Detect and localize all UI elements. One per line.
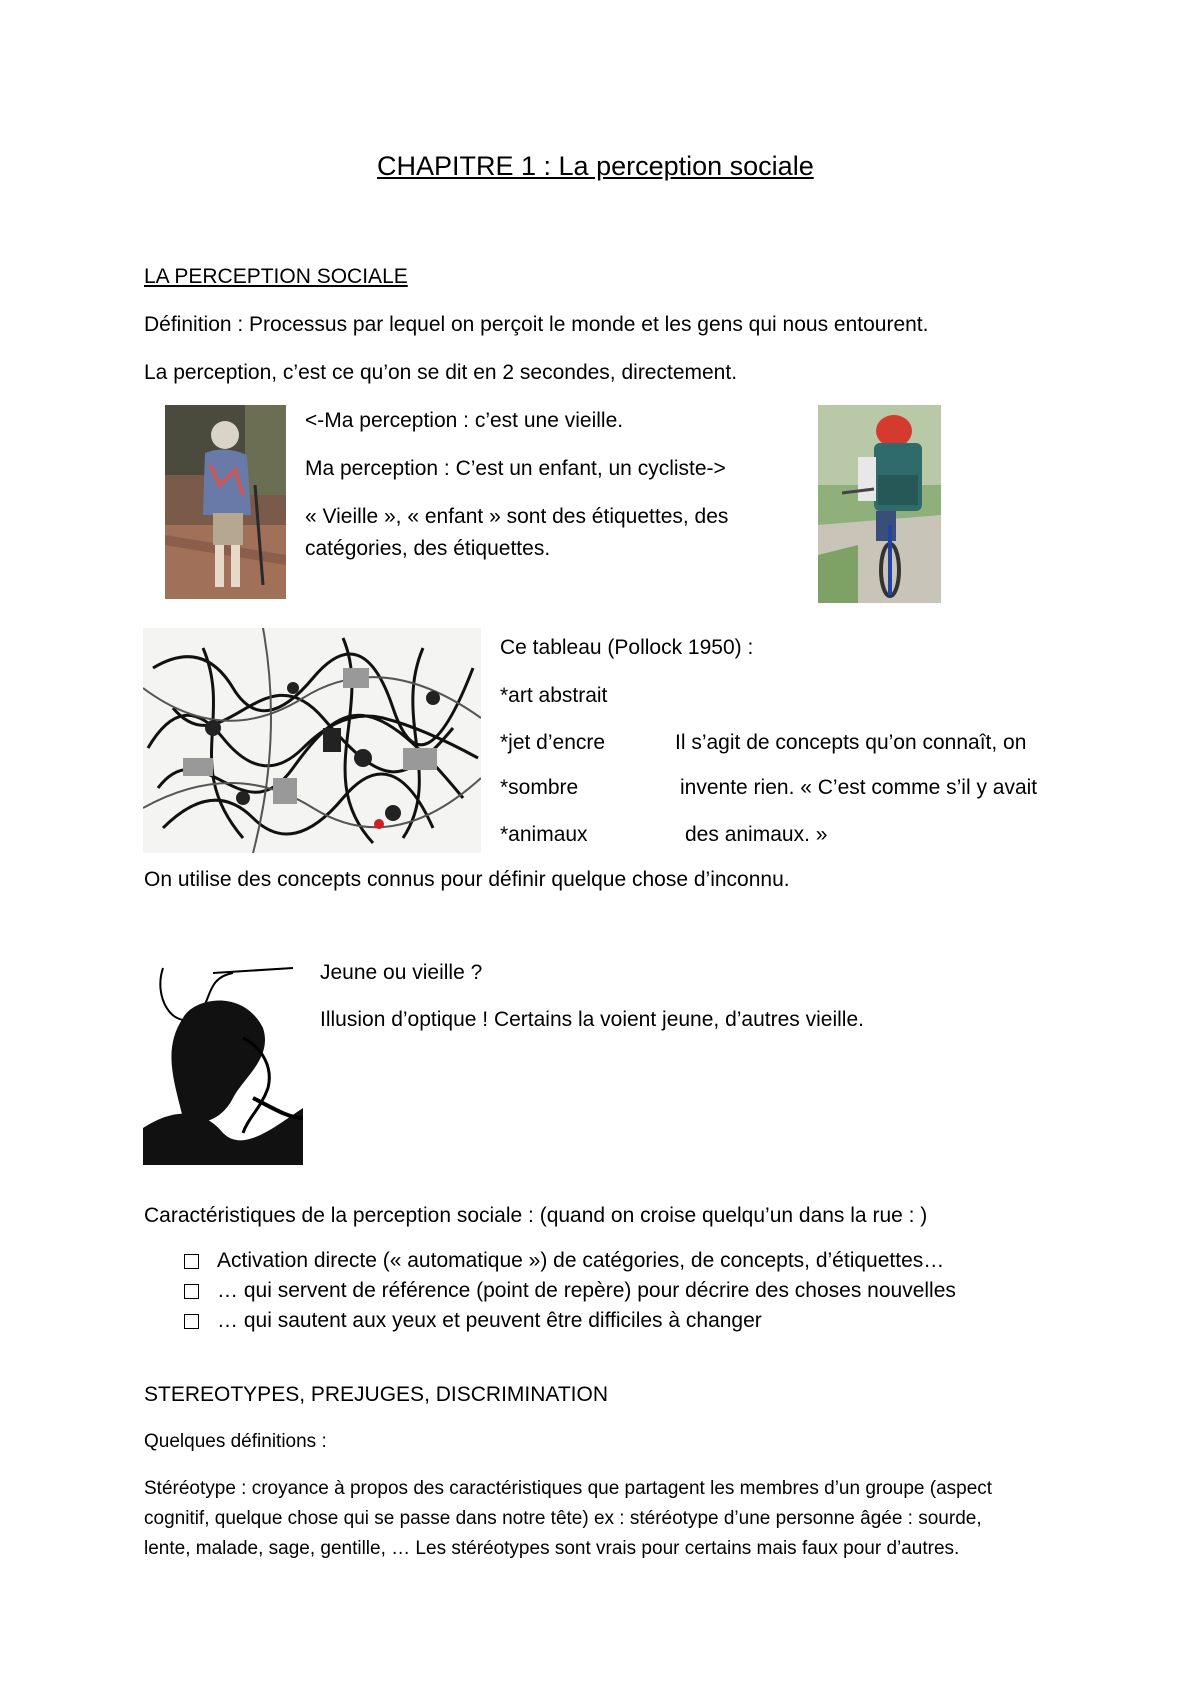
- pollock-item-animaux: *animaux: [500, 823, 588, 846]
- characteristics-heading: Caractéristiques de la perception sociale : (quand on croise quelqu’un dans la rue : ): [144, 1204, 928, 1227]
- illusion-explanation: Illusion d’optique ! Certains la voient jeune, d’autres vieille.: [320, 1008, 864, 1031]
- optical-illusion-image: [143, 958, 303, 1165]
- pollock-conclusion: On utilise des concepts connus pour définir quelque chose d’inconnu.: [144, 868, 790, 891]
- section-heading-stereotypes: STEREOTYPES, PREJUGES, DISCRIMINATION: [144, 1383, 609, 1406]
- page-title: CHAPITRE 1 : La perception sociale: [377, 151, 814, 181]
- illusion-question: Jeune ou vieille ?: [320, 961, 483, 984]
- characteristic-text: Activation directe (« automatique ») de catégories, de concepts, d’étiquettes…: [217, 1249, 945, 1272]
- checkbox-icon: [184, 1254, 199, 1269]
- pollock-intro: Ce tableau (Pollock 1950) :: [500, 636, 754, 659]
- pollock-item-sombre: *sombre: [500, 776, 579, 799]
- characteristic-text: … qui sautent aux yeux et peuvent être difficiles à changer: [217, 1309, 762, 1332]
- pollock-item-encre: *jet d’encre: [500, 731, 606, 754]
- child-cyclist-photo: [818, 405, 941, 603]
- stereotype-line1: Stéréotype : croyance à propos des caractéristiques que partagent les membres d’un groupe (aspect: [144, 1478, 993, 1499]
- pollock-note-line2: invente rien. « C’est comme s’il y avait: [680, 776, 1038, 799]
- old-woman-photo: [165, 405, 286, 599]
- definitions-subheading: Quelques définitions :: [144, 1431, 327, 1452]
- pollock-painting: [143, 628, 481, 853]
- checkbox-icon: [184, 1284, 199, 1299]
- pollock-note-line3: des animaux. »: [685, 823, 828, 846]
- stereotype-line3: lente, malade, sage, gentille, … Les stéréotypes sont vrais pour certains mais faux pour d’autres.: [144, 1538, 960, 1559]
- characteristic-text: … qui servent de référence (point de repère) pour décrire des choses nouvelles: [217, 1279, 956, 1302]
- checkbox-icon: [184, 1314, 199, 1329]
- labels-text-line1: « Vieille », « enfant » sont des étiquettes, des: [305, 505, 729, 528]
- pollock-item-art: *art abstrait: [500, 684, 608, 707]
- caption-old-woman: <-Ma perception : c’est une vieille.: [305, 409, 624, 432]
- stereotype-line2: cognitif, quelque chose qui se passe dans notre tête) ex : stéréotype d’une personne âgée : sourde,: [144, 1508, 982, 1529]
- labels-text-line2: catégories, des étiquettes.: [305, 537, 551, 560]
- caption-child: Ma perception : C’est un enfant, un cycliste->: [305, 457, 726, 480]
- definition-text: Définition : Processus par lequel on perçoit le monde et les gens qui nous entourent.: [144, 313, 929, 336]
- section-heading-perception: LA PERCEPTION SOCIALE: [144, 265, 408, 288]
- pollock-note-line1: Il s’agit de concepts qu’on connaît, on: [675, 731, 1027, 754]
- perception-text: La perception, c’est ce qu’on se dit en 2 secondes, directement.: [144, 361, 738, 384]
